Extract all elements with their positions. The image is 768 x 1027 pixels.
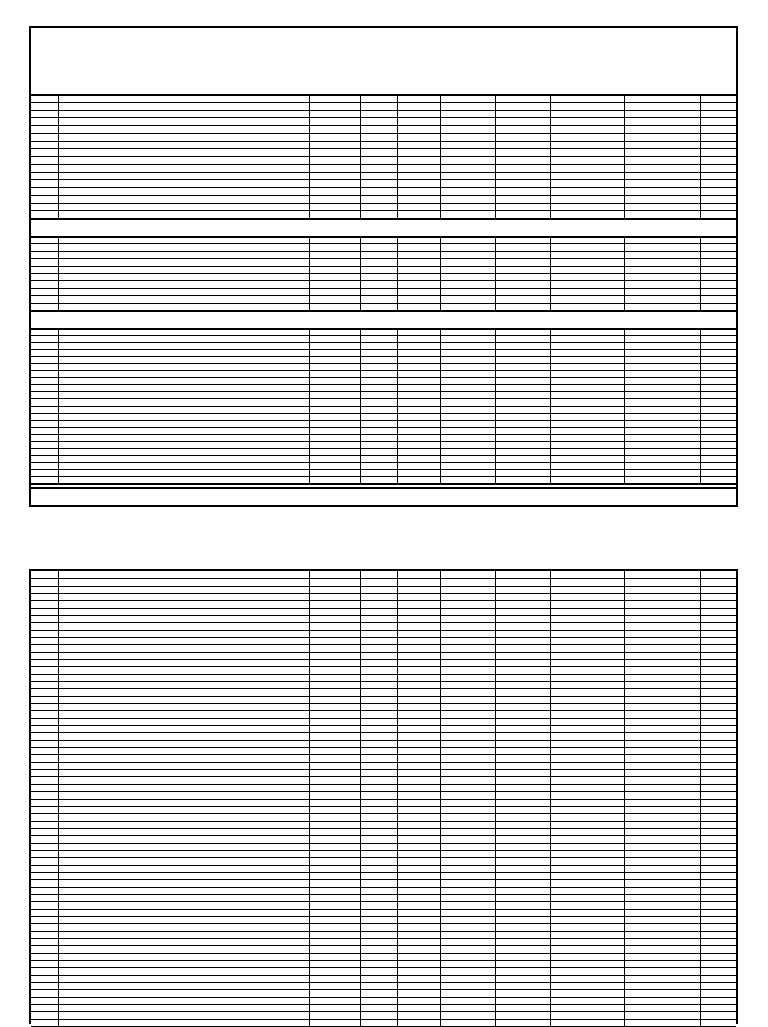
section-gap-line xyxy=(31,310,736,311)
table-row-line xyxy=(31,732,736,733)
table-row-line xyxy=(31,370,736,371)
table-row-line xyxy=(31,266,736,267)
table-column-line xyxy=(495,94,496,218)
table-column-line xyxy=(700,94,701,218)
table-row-line xyxy=(31,967,736,968)
table-row-line xyxy=(31,696,736,697)
table-row-line xyxy=(31,363,736,364)
header-box xyxy=(31,28,736,94)
table-row-line xyxy=(31,835,736,836)
table-row-line xyxy=(31,148,736,149)
table-row-line xyxy=(31,243,736,244)
table-row-line xyxy=(31,630,736,631)
table-row-line xyxy=(31,110,736,111)
table-column-line xyxy=(360,236,361,310)
table-row-line xyxy=(31,975,736,976)
table-row-line xyxy=(31,434,736,435)
table-row-line xyxy=(31,203,736,204)
table-row-line xyxy=(31,666,736,667)
table-column-line xyxy=(397,571,398,1026)
table-column-line xyxy=(550,94,551,218)
table-column-line xyxy=(624,94,625,218)
table-column-line xyxy=(495,236,496,310)
table-column-line xyxy=(495,328,496,483)
section-bottom-border xyxy=(31,483,736,485)
table-row-line xyxy=(31,674,736,675)
table-row-line xyxy=(31,945,736,946)
table-column-line xyxy=(550,571,551,1026)
table-row-line xyxy=(31,280,736,281)
table-row-line xyxy=(31,762,736,763)
table-row-line xyxy=(31,441,736,442)
table-row-line xyxy=(31,377,736,378)
table-row-line xyxy=(31,769,736,770)
table-row-line xyxy=(31,125,736,126)
table-column-line xyxy=(550,328,551,483)
table-row-line xyxy=(31,288,736,289)
table-row-line xyxy=(31,813,736,814)
table-row-line xyxy=(31,593,736,594)
table-row-line xyxy=(31,427,736,428)
table-row-line xyxy=(31,476,736,477)
table-row-line xyxy=(31,916,736,917)
table-row-line xyxy=(31,578,736,579)
table-row-line xyxy=(31,725,736,726)
table-row-line xyxy=(31,1019,736,1020)
table-row-line xyxy=(31,681,736,682)
table-column-line xyxy=(58,571,59,1026)
table-row-line xyxy=(31,1004,736,1005)
table-column-line xyxy=(58,328,59,483)
table-row-line xyxy=(31,887,736,888)
table-column-line xyxy=(440,328,441,483)
table-column-line xyxy=(624,236,625,310)
table-row-line xyxy=(31,960,736,961)
table-row-line xyxy=(31,791,736,792)
table-row-line xyxy=(31,982,736,983)
table-row-line xyxy=(31,420,736,421)
table-row-line xyxy=(31,710,736,711)
table-row-line xyxy=(31,688,736,689)
table-row-line xyxy=(31,652,736,653)
table-column-line xyxy=(397,236,398,310)
table-row-line xyxy=(31,659,736,660)
table-column-line xyxy=(397,328,398,483)
section-top-border xyxy=(31,236,736,238)
section-top-border xyxy=(31,328,736,330)
table-row-line xyxy=(31,356,736,357)
table-row-line xyxy=(31,821,736,822)
table-column-line xyxy=(440,236,441,310)
table-column-line xyxy=(624,571,625,1026)
table-row-line xyxy=(31,747,736,748)
table-column-line xyxy=(550,236,551,310)
table-row-line xyxy=(31,828,736,829)
table-row-line xyxy=(31,210,736,211)
table-row-line xyxy=(31,335,736,336)
table-row-line xyxy=(31,141,736,142)
table-row-line xyxy=(31,857,736,858)
table-column-line xyxy=(360,328,361,483)
footer-box xyxy=(31,487,736,505)
table-row-line xyxy=(31,384,736,385)
table-row-line xyxy=(31,1011,736,1012)
section-gap-line xyxy=(31,218,736,219)
table-row-line xyxy=(31,251,736,252)
table-row-line xyxy=(31,923,736,924)
table-row-line xyxy=(31,953,736,954)
section-top-border xyxy=(31,94,736,96)
table-row-line xyxy=(31,909,736,910)
table-row-line xyxy=(31,894,736,895)
table-row-line xyxy=(31,391,736,392)
table-column-line xyxy=(440,94,441,218)
table-column-line xyxy=(624,328,625,483)
table-column-line xyxy=(58,94,59,218)
table-column-line xyxy=(440,571,441,1026)
table-row-line xyxy=(31,349,736,350)
table-row-line xyxy=(31,600,736,601)
table-row-line xyxy=(31,608,736,609)
table-column-line xyxy=(309,94,310,218)
table-row-line xyxy=(31,133,736,134)
table-row-line xyxy=(31,938,736,939)
table-row-line xyxy=(31,102,736,103)
table-row-line xyxy=(31,989,736,990)
table-row-line xyxy=(31,164,736,165)
table-row-line xyxy=(31,406,736,407)
table-row-line xyxy=(31,455,736,456)
table-row-line xyxy=(31,413,736,414)
table-row-line xyxy=(31,872,736,873)
table-column-line xyxy=(58,236,59,310)
table-column-line xyxy=(700,571,701,1026)
table-row-line xyxy=(31,997,736,998)
table-column-line xyxy=(309,236,310,310)
table-row-line xyxy=(31,850,736,851)
table-row-line xyxy=(31,195,736,196)
table-column-line xyxy=(309,571,310,1026)
continuation-sheet xyxy=(29,569,738,1024)
table-column-line xyxy=(397,94,398,218)
table-row-line xyxy=(31,776,736,777)
table-row-line xyxy=(31,258,736,259)
table-row-line xyxy=(31,172,736,173)
table-row-line xyxy=(31,718,736,719)
form-sheet xyxy=(29,26,738,507)
table-column-line xyxy=(495,571,496,1026)
table-row-line xyxy=(31,448,736,449)
table-row-line xyxy=(31,879,736,880)
table-row-line xyxy=(31,843,736,844)
table-row-line xyxy=(31,469,736,470)
table-column-line xyxy=(309,328,310,483)
table-row-line xyxy=(31,179,736,180)
table-row-line xyxy=(31,342,736,343)
table-row-line xyxy=(31,303,736,304)
table-row-line xyxy=(31,644,736,645)
table-row-line xyxy=(31,586,736,587)
table-column-line xyxy=(700,328,701,483)
table-column-line xyxy=(700,236,701,310)
table-column-line xyxy=(360,571,361,1026)
table-row-line xyxy=(31,754,736,755)
table-row-line xyxy=(31,295,736,296)
table-row-line xyxy=(31,117,736,118)
table-row-line xyxy=(31,462,736,463)
table-column-line xyxy=(360,94,361,218)
table-row-line xyxy=(31,799,736,800)
table-row-line xyxy=(31,637,736,638)
table-row-line xyxy=(31,156,736,157)
table-row-line xyxy=(31,740,736,741)
table-row-line xyxy=(31,806,736,807)
table-row-line xyxy=(31,703,736,704)
table-row-line xyxy=(31,622,736,623)
table-row-line xyxy=(31,187,736,188)
table-row-line xyxy=(31,931,736,932)
table-row-line xyxy=(31,784,736,785)
table-row-line xyxy=(31,901,736,902)
table-row-line xyxy=(31,273,736,274)
table-row-line xyxy=(31,615,736,616)
table-row-line xyxy=(31,398,736,399)
footer-top-border xyxy=(31,487,736,489)
table-row-line xyxy=(31,865,736,866)
